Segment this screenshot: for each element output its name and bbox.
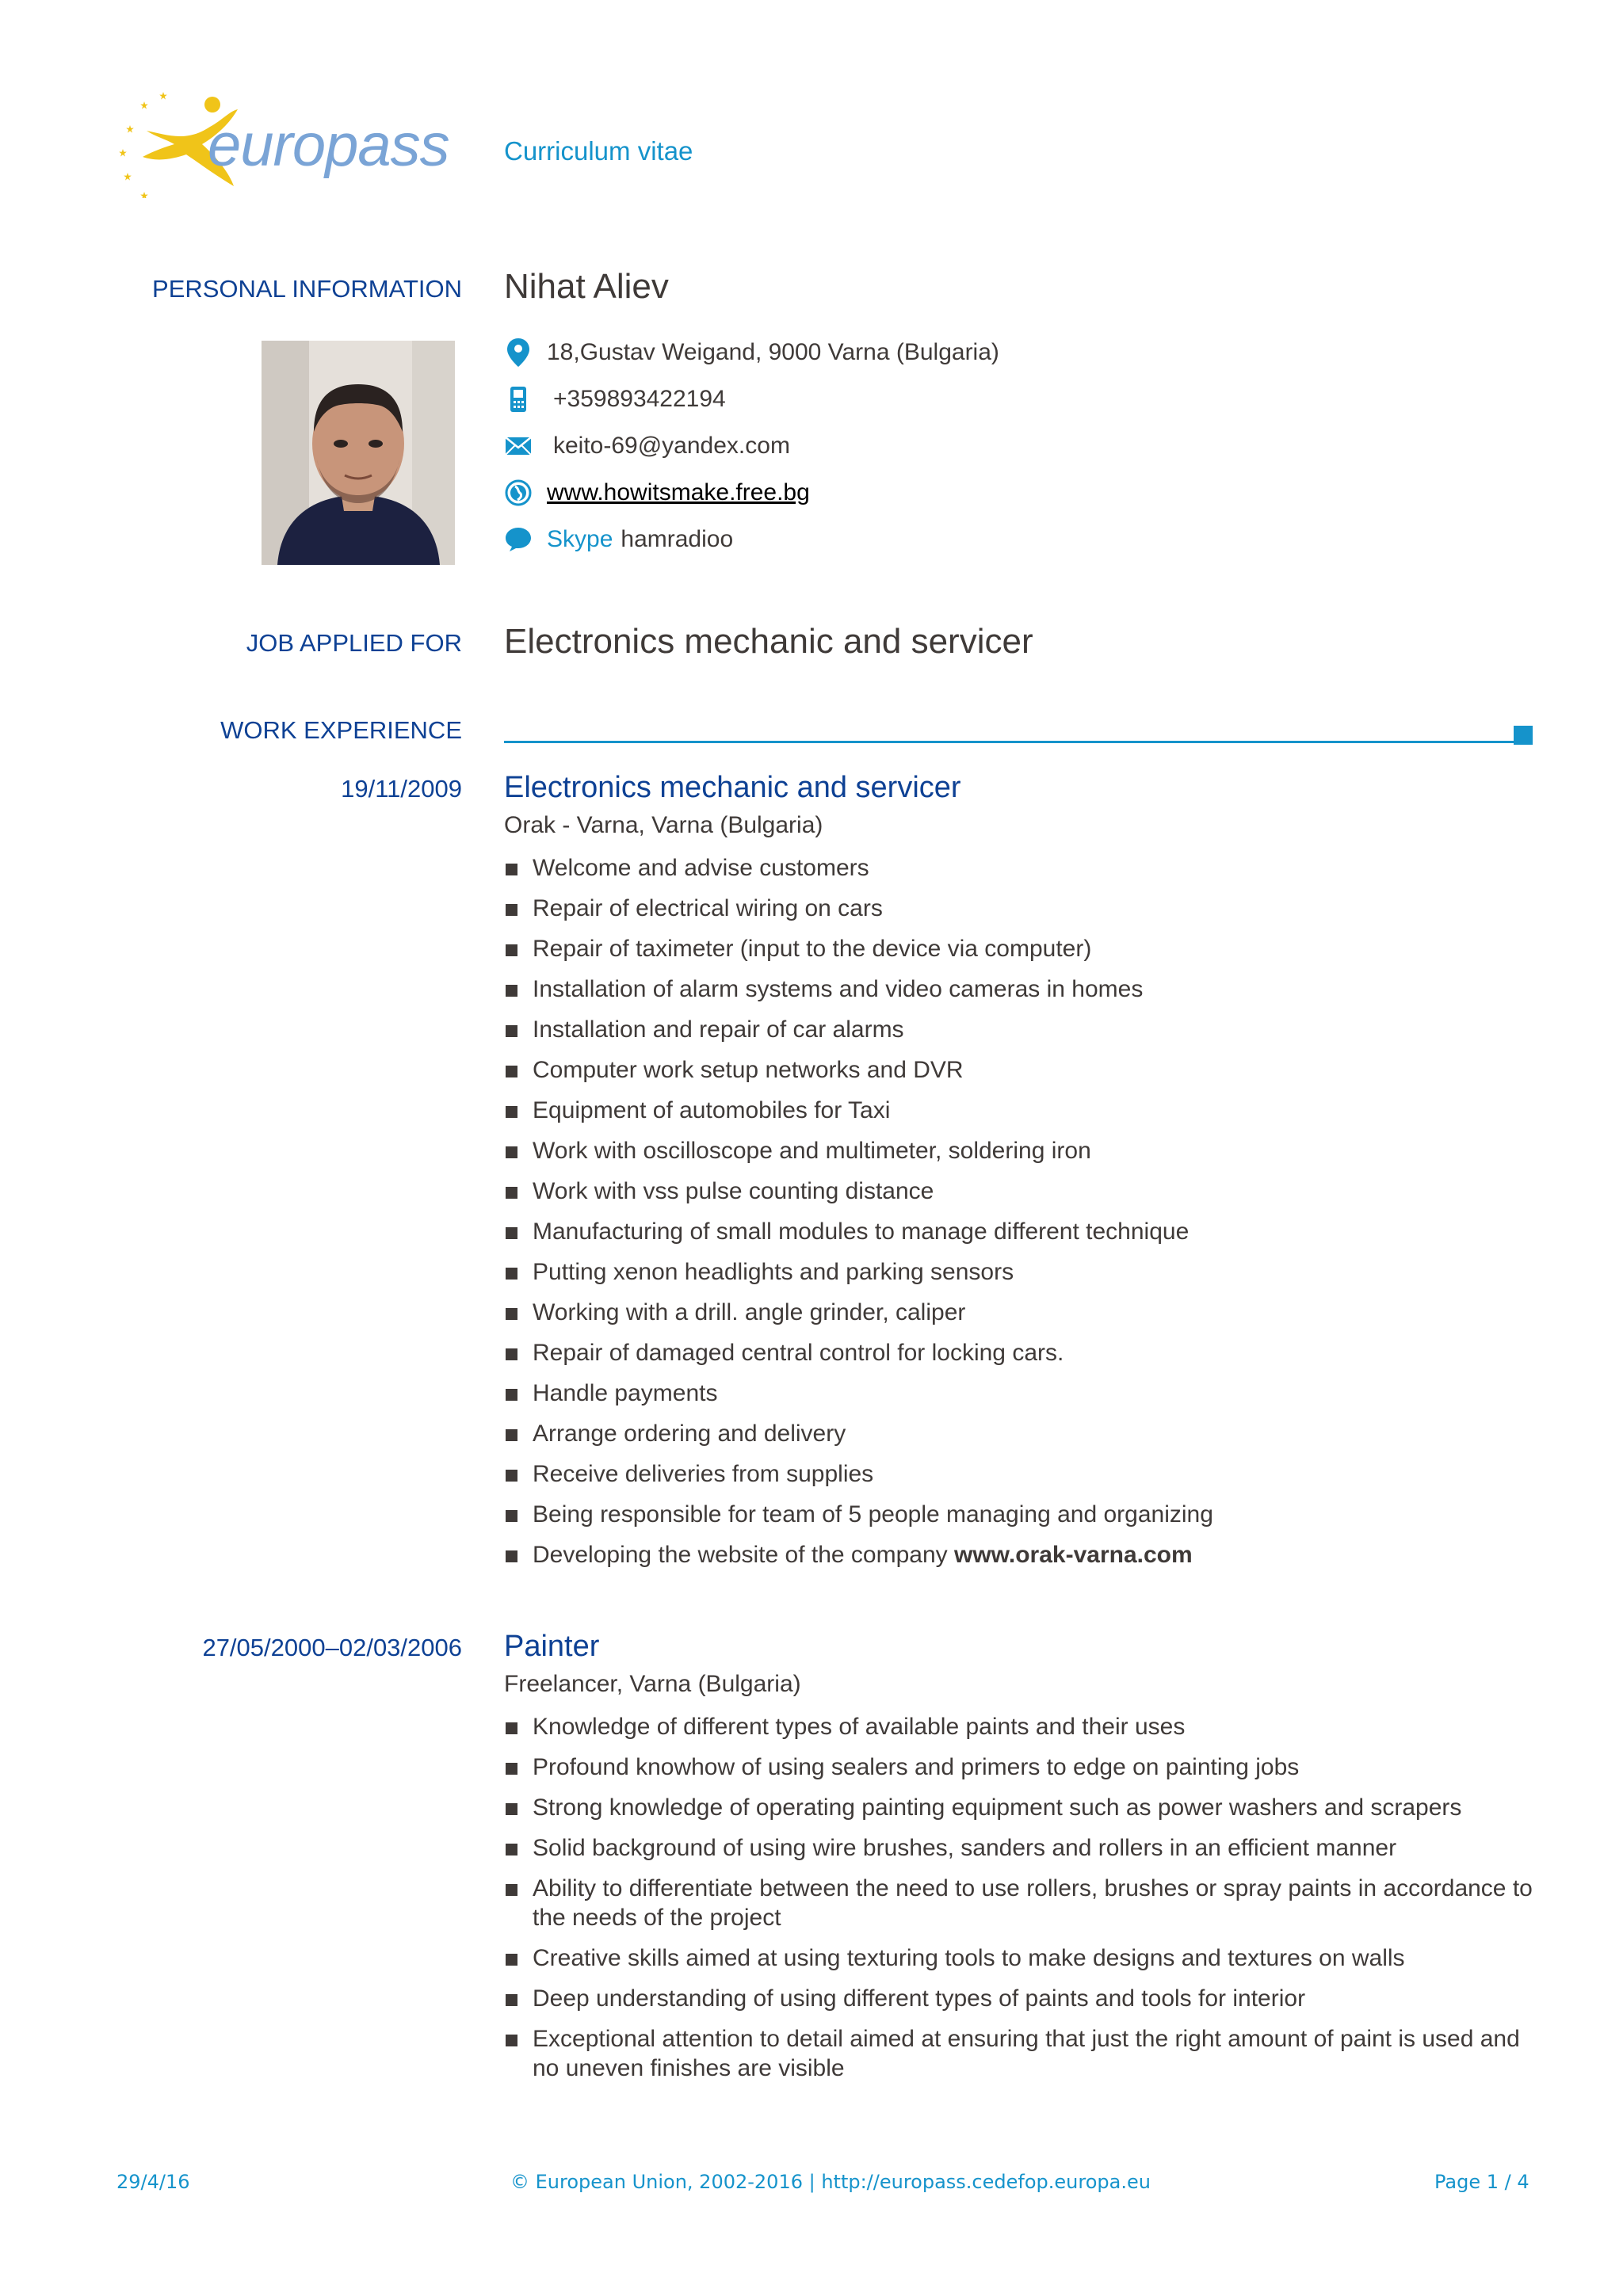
company-website-link[interactable]: www.orak-varna.com (954, 1542, 1193, 1568)
skype-row (504, 522, 733, 557)
list-item: Strong knowledge of operating painting equipment such as power washers and scrapers (504, 1793, 1534, 1822)
list-item: Computer work setup networks and DVR (504, 1055, 1534, 1085)
position-2-duties (504, 1712, 1534, 2094)
list-item: Working with a drill. angle grinder, caliper (504, 1298, 1534, 1327)
europass-logo (111, 87, 475, 198)
section-divider-square (1514, 726, 1533, 745)
logo-wordmark: europass (208, 112, 449, 179)
list-item: Arrange ordering and delivery (504, 1419, 1534, 1448)
position-2-org: Freelancer, Varna (Bulgaria) (504, 1671, 801, 1697)
list-item: Ability to differentiate between the need to use rollers, brushes or spray paints in accordance to the needs of the project (504, 1874, 1534, 1932)
list-item: Repair of electrical wiring on cars (504, 894, 1534, 923)
position-1-title: Electronics mechanic and servicer (504, 771, 961, 804)
list-item: Installation of alarm systems and video cameras in homes (504, 974, 1534, 1004)
website-link[interactable]: www.howitsmake.free.bg (547, 479, 810, 505)
list-item: Receive deliveries from supplies (504, 1459, 1534, 1489)
position-1-org: Orak - Varna, Varna (Bulgaria) (504, 812, 823, 838)
position-1-dates: 19/11/2009 (341, 775, 462, 803)
list-item: Being responsible for team of 5 people managing and organizing (504, 1500, 1534, 1529)
list-item: Knowledge of different types of available paints and their uses (504, 1712, 1534, 1741)
phone-row (504, 382, 726, 417)
list-item: Work with vss pulse counting distance (504, 1177, 1534, 1206)
person-name: Nihat Aliev (504, 267, 669, 306)
personal-info-label: PERSONAL INFORMATION (152, 275, 462, 303)
footer-copyright[interactable]: © European Union, 2002-2016 | http://europass.cedefop.europa.eu (510, 2171, 1151, 2193)
footer-page-number: Page 1 / 4 (1434, 2171, 1529, 2193)
list-item: Repair of taximeter (input to the device via computer) (504, 934, 1534, 963)
list-item: Creative skills aimed at using texturing tools to make designs and textures on walls (504, 1943, 1534, 1973)
mobile-phone-icon (504, 385, 533, 414)
list-item: Repair of damaged central control for locking cars. (504, 1338, 1534, 1367)
location-pin-icon (504, 338, 533, 367)
list-item: Handle payments (504, 1379, 1534, 1408)
position-1-duties (504, 853, 1534, 1581)
job-applied-label: JOB APPLIED FOR (246, 629, 462, 657)
footer-date: 29/4/16 (116, 2171, 190, 2193)
list-item: Putting xenon headlights and parking sensors (504, 1257, 1534, 1287)
list-item: Solid background of using wire brushes, sanders and rollers in an efficient manner (504, 1833, 1534, 1863)
globe-icon (504, 479, 533, 507)
website-row (504, 475, 810, 510)
document-title: Curriculum vitae (504, 136, 693, 166)
skype-label: Skype (547, 526, 613, 552)
position-2-title: Painter (504, 1630, 600, 1663)
work-experience-label: WORK EXPERIENCE (220, 716, 462, 744)
skype-handle: hamradioo (621, 526, 734, 552)
list-item: Work with oscilloscope and multimeter, soldering iron (504, 1136, 1534, 1165)
email-row (504, 429, 790, 463)
envelope-icon (504, 432, 533, 460)
phone-text: +359893422194 (553, 386, 726, 412)
list-item: Manufacturing of small modules to manage different technique (504, 1217, 1534, 1246)
list-item: Profound knowhow of using sealers and primers to edge on painting jobs (504, 1753, 1534, 1782)
list-item: Welcome and advise customers (504, 853, 1534, 883)
profile-photo (262, 341, 455, 565)
list-item: Exceptional attention to detail aimed at ensuring that just the right amount of paint is used and no uneven finishes are visible (504, 2024, 1534, 2083)
section-divider-line (504, 741, 1514, 743)
email-text[interactable]: keito-69@yandex.com (553, 433, 790, 459)
list-item: Installation and repair of car alarms (504, 1015, 1534, 1044)
list-item-text: Developing the website of the company (533, 1542, 954, 1568)
list-item: Deep understanding of using different types of paints and tools for interior (504, 1984, 1534, 2013)
list-item: Equipment of automobiles for Taxi (504, 1096, 1534, 1125)
chat-bubble-icon (504, 525, 533, 554)
job-applied-title: Electronics mechanic and servicer (504, 622, 1033, 661)
list-item (504, 1540, 1534, 1569)
address-row (504, 335, 999, 370)
position-2-dates: 27/05/2000–02/03/2006 (202, 1634, 462, 1661)
address-text: 18,Gustav Weigand, 9000 Varna (Bulgaria) (547, 339, 999, 365)
